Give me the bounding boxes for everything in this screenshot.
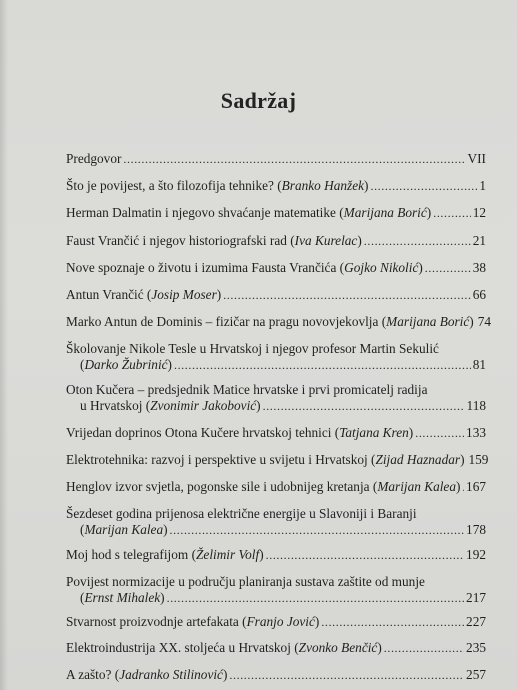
toc-entry-page-number: 1 <box>479 178 486 193</box>
toc-entry <box>66 547 486 563</box>
leader-dots <box>263 398 465 414</box>
toc-entry-title: Faust Vrančić i njegov historiografski rad (Iva Kurelac) <box>66 233 362 248</box>
leader-dots <box>229 667 464 683</box>
toc-entry-author: Ernst Mihalek <box>84 590 161 605</box>
toc-entry-title: Što je povijest, a što filozofija tehnike? (Branko Hanžek) <box>66 178 369 193</box>
toc-entry-title: (Ernst Mihalek) <box>80 590 165 605</box>
toc-entry-author: Tatjana Kren <box>339 425 409 440</box>
toc-entry-page-number: 235 <box>466 640 486 655</box>
toc-entry-page-number: 66 <box>472 287 486 302</box>
toc-entry-title: (Marijan Kalea) <box>80 522 168 537</box>
toc-entry <box>66 233 486 249</box>
toc-entry-title: Henglov izvor svjetla, pogonske sile i udobnijeg kretanja (Marijan Kalea) <box>66 479 461 494</box>
toc-entry-page-number: 227 <box>466 614 486 629</box>
toc-entry-author: Marijan Kalea <box>377 479 456 494</box>
toc-entry <box>66 574 486 606</box>
toc-entry-title-line: Povijest normizacije u području planiranja sustava zaštite od munje <box>66 574 425 589</box>
leader-dots <box>170 522 465 538</box>
toc-entry-page-number: 257 <box>466 667 486 682</box>
toc-entry-title: (Darko Žubrinić) <box>80 357 172 372</box>
toc-entry-author: Josip Moser <box>151 287 217 302</box>
toc-entry-page-number: 12 <box>472 205 486 220</box>
toc-entry-page-number: VII <box>467 151 486 166</box>
toc-entry <box>66 506 486 538</box>
toc-entry-title: Marko Antun de Dominis – fizičar na pragu novovjekovlja (Marijana Borić) <box>66 314 474 329</box>
toc-entry-title-line: Šezdeset godina prijenosa električne energije u Slavoniji i Baranji <box>66 506 417 521</box>
toc-entry-author: Branko Hanžek <box>281 178 365 193</box>
toc-entry-title: u Hrvatskoj (Zvonimir Jakobović) <box>80 398 261 413</box>
toc-entry-author: Marijana Borić <box>343 205 427 220</box>
toc-entry-title: Herman Dalmatin i njegovo shvaćanje matematike (Marijana Borić) <box>66 205 432 220</box>
toc-entry-author: Želimir Volf <box>196 547 260 562</box>
toc-entry-author: Iva Kurelac <box>294 233 358 248</box>
toc-entry-author: Marijana Borić <box>386 314 470 329</box>
toc-entry <box>66 382 486 414</box>
leader-dots <box>174 357 471 373</box>
toc-entry-title: Nove spoznaje o životu i izumima Fausta Vrančića (Gojko Nikolić) <box>66 260 423 275</box>
toc-entry-page-number: 133 <box>466 425 486 440</box>
toc-entry-title-line: Oton Kučera – predsjednik Matice hrvatske i prvi promicatelj radija <box>66 382 428 397</box>
leader-dots <box>364 233 471 249</box>
toc-entry <box>66 260 486 276</box>
leader-dots <box>266 547 464 563</box>
toc-entry <box>66 314 492 330</box>
toc-entry-title: Vrijedan doprinos Otona Kučere hrvatskoj tehnici (Tatjana Kren) <box>66 425 414 440</box>
leader-dots <box>462 479 464 495</box>
toc-entry-page-number: 217 <box>466 590 486 605</box>
toc-entry-page-number: 74 <box>477 314 492 329</box>
toc-entry-author: Marijan Kalea <box>84 522 164 537</box>
toc-entry <box>66 640 486 656</box>
toc-entry-page-number: 21 <box>472 233 486 248</box>
leader-dots <box>223 287 471 303</box>
leader-dots <box>425 260 471 276</box>
toc-entry-author: Zijad Haznadar <box>375 452 461 467</box>
toc-entry-title-line: Školovanje Nikole Tesle u Hrvatskoj i njegov profesor Martin Sekulić <box>66 341 439 356</box>
toc-entry <box>66 452 489 468</box>
leader-dots <box>415 425 464 441</box>
leader-dots <box>321 614 464 630</box>
toc-entry-title: Elektrotehnika: razvoj i perspektive u svijetu i Hrvatskoj (Zijad Haznadar) <box>66 452 465 467</box>
toc-entry <box>66 614 486 630</box>
leader-dots <box>167 590 464 606</box>
toc-entry <box>66 341 486 373</box>
toc-entry <box>66 287 486 303</box>
toc-entry <box>66 205 486 221</box>
toc-entry-title: A zašto? (Jadranko Stilinović) <box>66 667 228 682</box>
toc-entry <box>66 479 486 495</box>
toc-entry-title: Stvarnost proizvodnje artefakata (Franjo Jović) <box>66 614 320 629</box>
toc-entry <box>66 178 486 194</box>
toc-entry <box>66 425 486 441</box>
leader-dots <box>384 640 464 656</box>
toc-entry-page-number: 38 <box>472 260 486 275</box>
toc-entry-page-number: 192 <box>466 547 486 562</box>
toc-entry-title: Antun Vrančić (Josip Moser) <box>66 287 222 302</box>
toc-entry-author: Zvonimir Jakobović <box>150 398 257 413</box>
toc-entry-page-number: 167 <box>466 479 486 494</box>
toc-entry-author: Gojko Nikolić <box>344 260 419 275</box>
toc-entry-page-number: 178 <box>466 522 486 537</box>
toc-entry-author: Zvonko Benčić <box>298 640 378 655</box>
leader-dots <box>433 205 470 221</box>
toc-entry-title: Elektroindustrija XX. stoljeća u Hrvatskoj (Zvonko Benčić) <box>66 640 382 655</box>
page-title: Sadržaj <box>220 88 297 113</box>
leader-dots <box>123 151 465 167</box>
toc-entry <box>66 151 486 167</box>
toc-entry-author: Darko Žubrinić <box>84 357 168 372</box>
toc-entry-page-number: 118 <box>466 398 486 413</box>
toc-entry-title: Moj hod s telegrafijom (Želimir Volf) <box>66 547 264 562</box>
toc-entry-page-number: 159 <box>468 452 489 467</box>
toc-entry-author: Jadranko Stilinović <box>119 667 223 682</box>
leader-dots <box>370 178 477 194</box>
toc-entry-author: Franjo Jović <box>246 614 315 629</box>
toc-entry-page-number: 81 <box>472 357 486 372</box>
toc-entry-title: Predgovor <box>66 151 122 166</box>
toc-entry <box>66 667 486 683</box>
